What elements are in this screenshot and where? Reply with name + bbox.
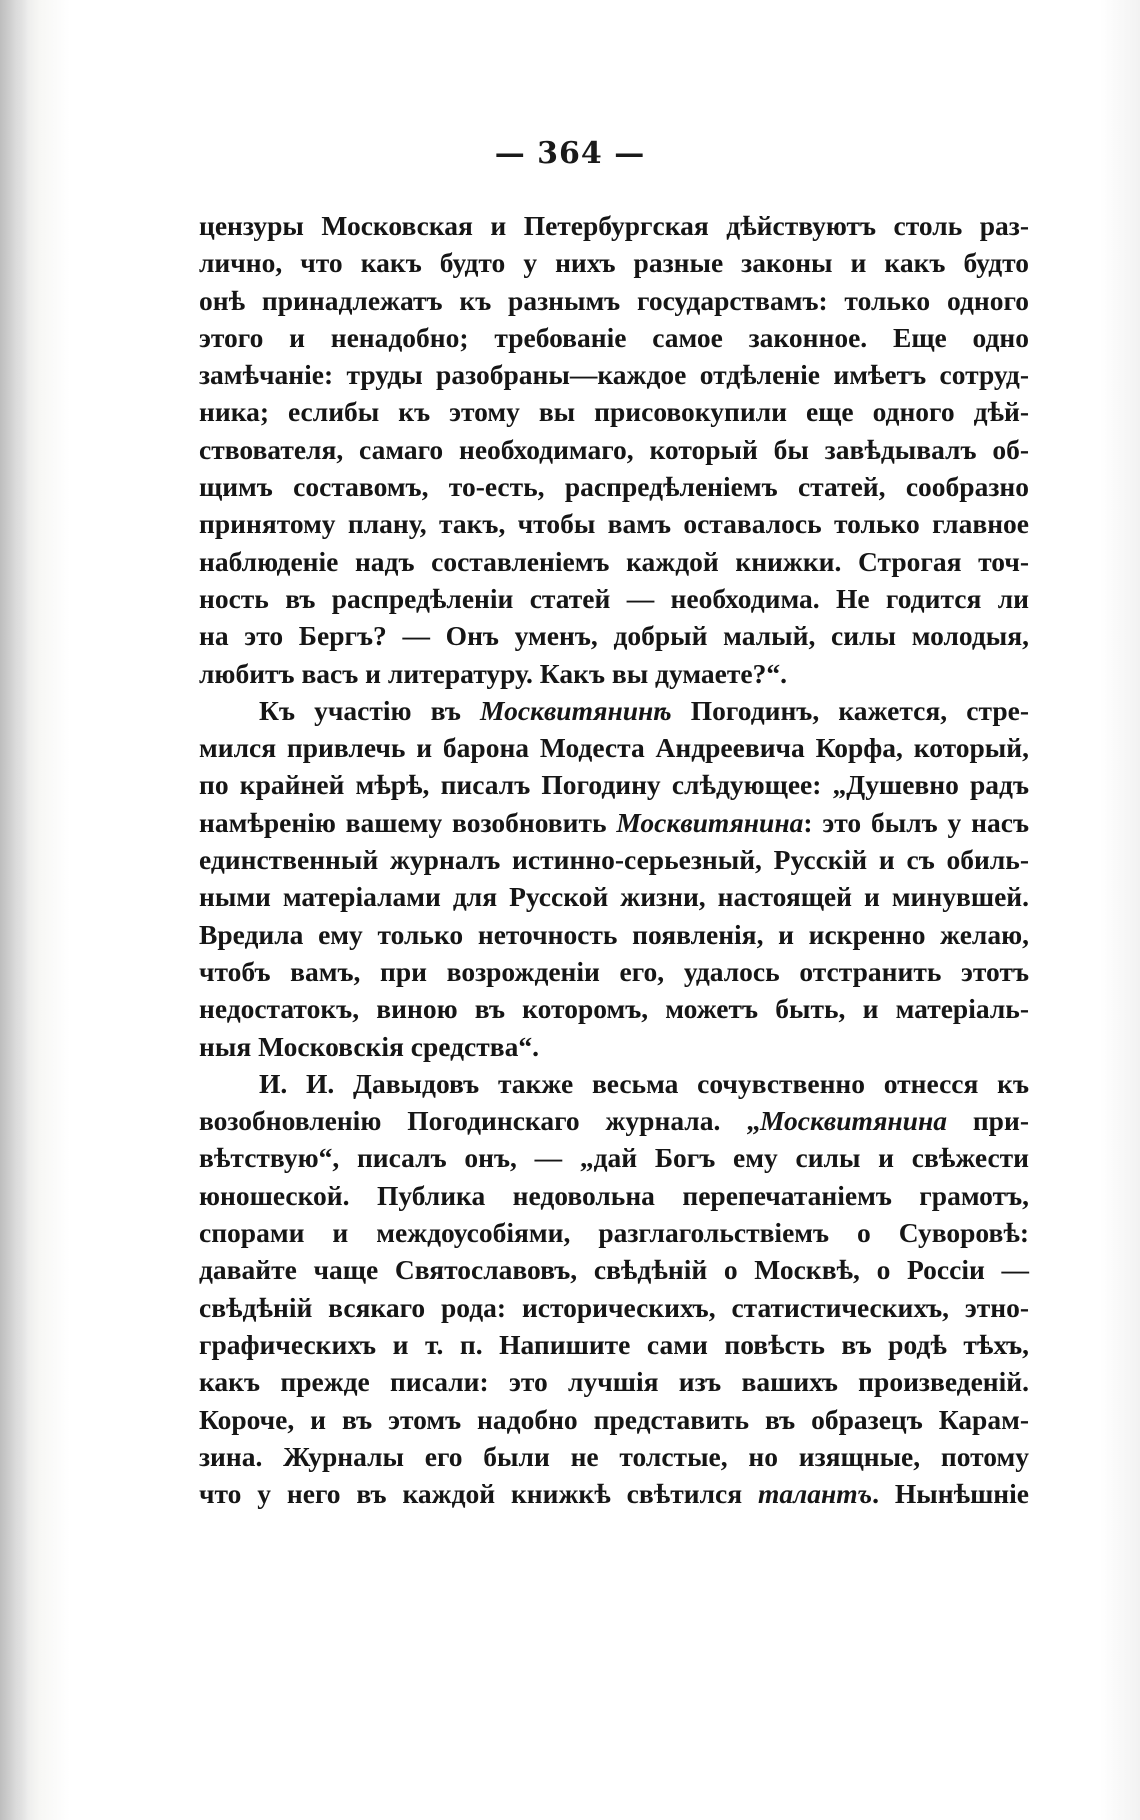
text-line: наблюденіе надъ составленіемъ каждой книжки. Строгая точ- (199, 545, 1029, 577)
text-line: графическихъ и т. п. Напишите сами повѣсть въ родѣ тѣхъ, (199, 1328, 1029, 1360)
text-line (199, 1475, 1029, 1512)
text-line: юношеской. Публика недовольна перепечатаніемъ грамотъ, (199, 1179, 1029, 1211)
text-line: лично, что какъ будто у нихъ разные законы и какъ будто (199, 247, 1029, 279)
text-line: мился привлечь и барона Модеста Андреевича Корфа, который, (199, 732, 1029, 764)
text-line (199, 692, 1029, 729)
text-line: на это Бергъ? — Онъ уменъ, добрый малый, силы молодыя, (199, 620, 1029, 652)
italic-text-segment: Москвитянина (616, 806, 804, 838)
text-line: зина. Журналы его были не толстые, но изящные, потому (199, 1440, 1029, 1472)
text-line: ными матеріалами для Русской жизни, настоящей и минувшей. (199, 881, 1029, 913)
text-line: недостатокъ, виною въ которомъ, можетъ быть, и матеріаль- (199, 993, 1029, 1025)
text-line (199, 804, 1029, 841)
text-line: ника; еслибы къ этому вы присовокупили еще одного дѣй- (199, 396, 1029, 428)
text-line: ность въ распредѣленіи статей — необходима. Не годится ли (199, 582, 1029, 614)
text-segment: при- (946, 1105, 1029, 1137)
text-segment: . Нынѣшніе (872, 1478, 1029, 1510)
text-segment: Къ участію въ (259, 694, 481, 726)
text-line: любитъ васъ и литературу. Какъ вы думаете?“. (199, 657, 787, 689)
text-line: Короче, и въ этомъ надобно представить въ образецъ Карам- (199, 1403, 1029, 1435)
text-line: свѣдѣній всякаго рода: историческихъ, статистическихъ, этно- (199, 1291, 1029, 1323)
text-line: Вредила ему только неточность появленія, и искренно желаю, (199, 918, 1029, 950)
text-line: вѣтствую“, писалъ онъ, — „дай Богъ ему силы и свѣжести (199, 1142, 1029, 1174)
page-body-text (199, 207, 1029, 1512)
text-segment: : это былъ у насъ (803, 806, 1029, 838)
page-number: — 364 — (494, 136, 646, 171)
text-line: единственный журналъ истинно-серьезный, Русскій и съ обиль- (199, 844, 1029, 876)
text-line: принятому плану, такъ, чтобы вамъ оставалось только главное (199, 508, 1029, 540)
text-segment: что у него въ каждой книжкѣ свѣтился (199, 1478, 758, 1510)
text-line (199, 1102, 1029, 1139)
text-line: ствователя, самаго необходимаго, который бы завѣдывалъ об- (199, 433, 1029, 465)
italic-text-segment: Москвитянинѣ (480, 694, 672, 726)
text-segment: намѣренію вашему возобновить (199, 806, 617, 838)
text-line: ныя Московскія средства“. (199, 1030, 539, 1062)
text-line: чтобъ вамъ, при возрожденіи его, удалось отстранить этотъ (199, 955, 1029, 987)
text-line: И. И. Давыдовъ также весьма сочувственно отнесся къ (259, 1067, 1029, 1099)
italic-text-segment: талантъ (757, 1478, 873, 1510)
page-spine-shadow (0, 0, 28, 1820)
text-line: по крайней мѣрѣ, писалъ Погодину слѣдующее: „Душевно радъ (199, 769, 1029, 801)
text-line: какъ прежде писали: это лучшія изъ вашихъ произведеній. (199, 1366, 1029, 1398)
text-line: спорами и междоусобіями, разглагольствіемъ о Суворовѣ: (199, 1217, 1029, 1249)
text-segment: Погодинъ, кажется, стре- (671, 694, 1029, 726)
italic-text-segment: Москвитянина (759, 1105, 947, 1137)
text-line: замѣчаніе: труды разобраны—каждое отдѣленіе имѣетъ сотруд- (199, 359, 1029, 391)
text-segment: возобновленію Погодинскаго журнала. „ (199, 1105, 760, 1137)
text-line: щимъ составомъ, то-есть, распредѣленіемъ статей, сообразно (199, 471, 1029, 503)
text-line: цензуры Московская и Петербургская дѣйствуютъ столь раз- (199, 210, 1029, 241)
text-line: давайте чаще Святославовъ, свѣдѣній о Москвѣ, о Россіи — (199, 1254, 1029, 1286)
text-line: онѣ принадлежатъ къ разнымъ государствамъ: только одного (199, 284, 1029, 316)
text-line: этого и ненадобно; требованіе самое законное. Еще одно (199, 321, 1029, 353)
